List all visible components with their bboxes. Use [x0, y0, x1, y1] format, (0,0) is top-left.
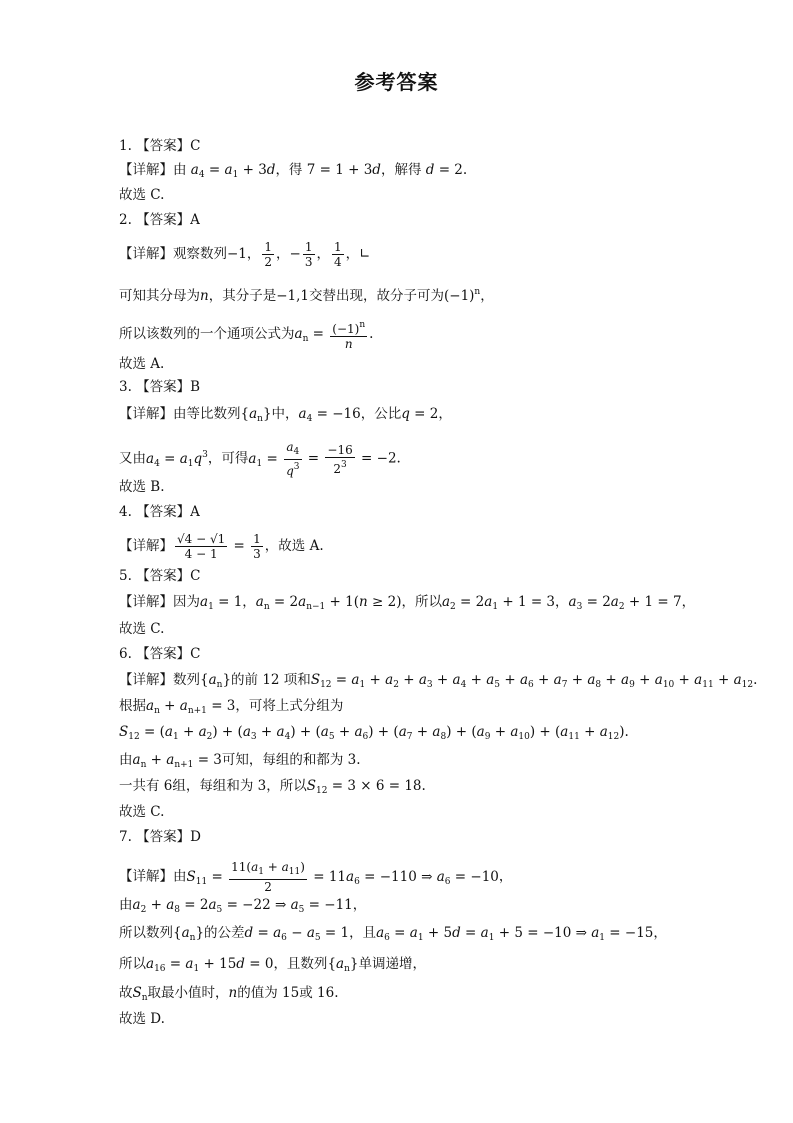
- q1-answer: 1. 【答案】C: [119, 138, 201, 154]
- q4-answer: 4. 【答案】A: [119, 504, 200, 520]
- q2-detail-line2: 可知其分母为n，其分子是−1,1交替出现，故分子可为$(-1)^n$，: [119, 287, 494, 304]
- q7-detail-line3: 所以数列$\{a_n\}$的公差$d = a_6 - a_5 = 1$，且$a_6 = a_1 + 5d = a_1 + 5 = -10$ ⇒ $a_1 = -15$，: [119, 925, 667, 943]
- q7-answer: 7. 【答案】D: [119, 829, 201, 845]
- q2-detail-line1: 【详解】观察数列−1， $\frac{1}{2}$ ，− $\frac{1}{3}$ ， $\frac{1}{4}$ ，∟: [119, 240, 371, 269]
- q3-answer: 3. 【答案】B: [119, 379, 201, 395]
- q6-detail-line5: 一共有 6组，每组和为 3，所以$S_{12} = 3 \times 6 = 18$.: [119, 778, 426, 796]
- q6-detail-line3: $S_{12} = (a_1 + a_2) + (a_3 + a_4) + (a_5 + a_6) + (a_7 + a_8) + (a_9 + a_{10}) + (a_{11} + a_{12})$.: [119, 724, 629, 742]
- q6-detail-line2: 根据$a_n + a_{n+1} = 3$，可将上式分组为: [119, 698, 344, 716]
- q2-conclusion: 故选 A.: [119, 356, 165, 372]
- q4-detail: 【详解】 $\frac{√4 - √1}{4 - 1}$ = $\frac{1}{3}$ ，故选 A.: [119, 532, 324, 561]
- q2-answer: 2. 【答案】A: [119, 212, 200, 228]
- q7-detail-line5: 故$S_n$取最小值时，n的值为 15或 16.: [119, 985, 339, 1003]
- page-title: 参考答案: [354, 70, 439, 94]
- q5-conclusion: 故选 C.: [119, 621, 165, 637]
- q7-detail-line1: 【详解】由$S_{11}$ = $\frac{11(a_1 + a_{11})}{2}$ = $11a_6 = -110$ ⇒ $a_6 = -10$，: [119, 860, 513, 894]
- q3-detail-line1: 【详解】由等比数列$\{a_n\}$中，$a_4 = -16$，公比q = 2，: [119, 406, 452, 424]
- q6-conclusion: 故选 C.: [119, 804, 165, 820]
- q6-answer: 6. 【答案】C: [119, 646, 201, 662]
- q1-conclusion: 故选 C.: [119, 187, 165, 203]
- q3-conclusion: 故选 B.: [119, 479, 165, 495]
- q1-detail: 【详解】由 $a_4 = a_1 + 3d$，得 7 = 1 + 3d，解得 d = 2.: [119, 162, 468, 180]
- q7-conclusion: 故选 D.: [119, 1011, 165, 1027]
- q2-detail-line3: 所以该数列的一个通项公式为$a_n$ = $\frac{(-1)^n}{n}$ .: [119, 320, 374, 351]
- q5-detail: 【详解】因为$a_1 = 1$，$a_n = 2a_{n-1} + 1(n \ge 2)$，所以$a_2 = 2a_1 + 1 = 3$，$a_3 = 2a_2 + 1 = 7$，: [119, 594, 696, 612]
- q7-detail-line2: 由$a_2 + a_8 = 2a_5 = -22$ ⇒ $a_5 = -11$，: [119, 897, 367, 915]
- q6-detail-line1: 【详解】数列$\{a_n\}$的前 12 项和$S_{12} = a_1 + a_2 + a_3 + a_4 + a_5 + a_6 + a_7 + a_8 + a_9 + a_{10} + a_{11} + a_{12}$.: [119, 672, 758, 690]
- q5-answer: 5. 【答案】C: [119, 568, 201, 584]
- q3-detail-line2: 又由$a_4 = a_1q^3$，可得$a_1$ = $\frac{a_4}{q^3}$ = $\frac{-16}{2^3}$ = −2.: [119, 440, 401, 478]
- q7-detail-line4: 所以$a_{16} = a_1 + 15d = 0$，且数列$\{a_n\}$单调递增，: [119, 956, 426, 974]
- q6-detail-line4: 由$a_n + a_{n+1} = 3$可知，每组的和都为 3.: [119, 752, 361, 770]
